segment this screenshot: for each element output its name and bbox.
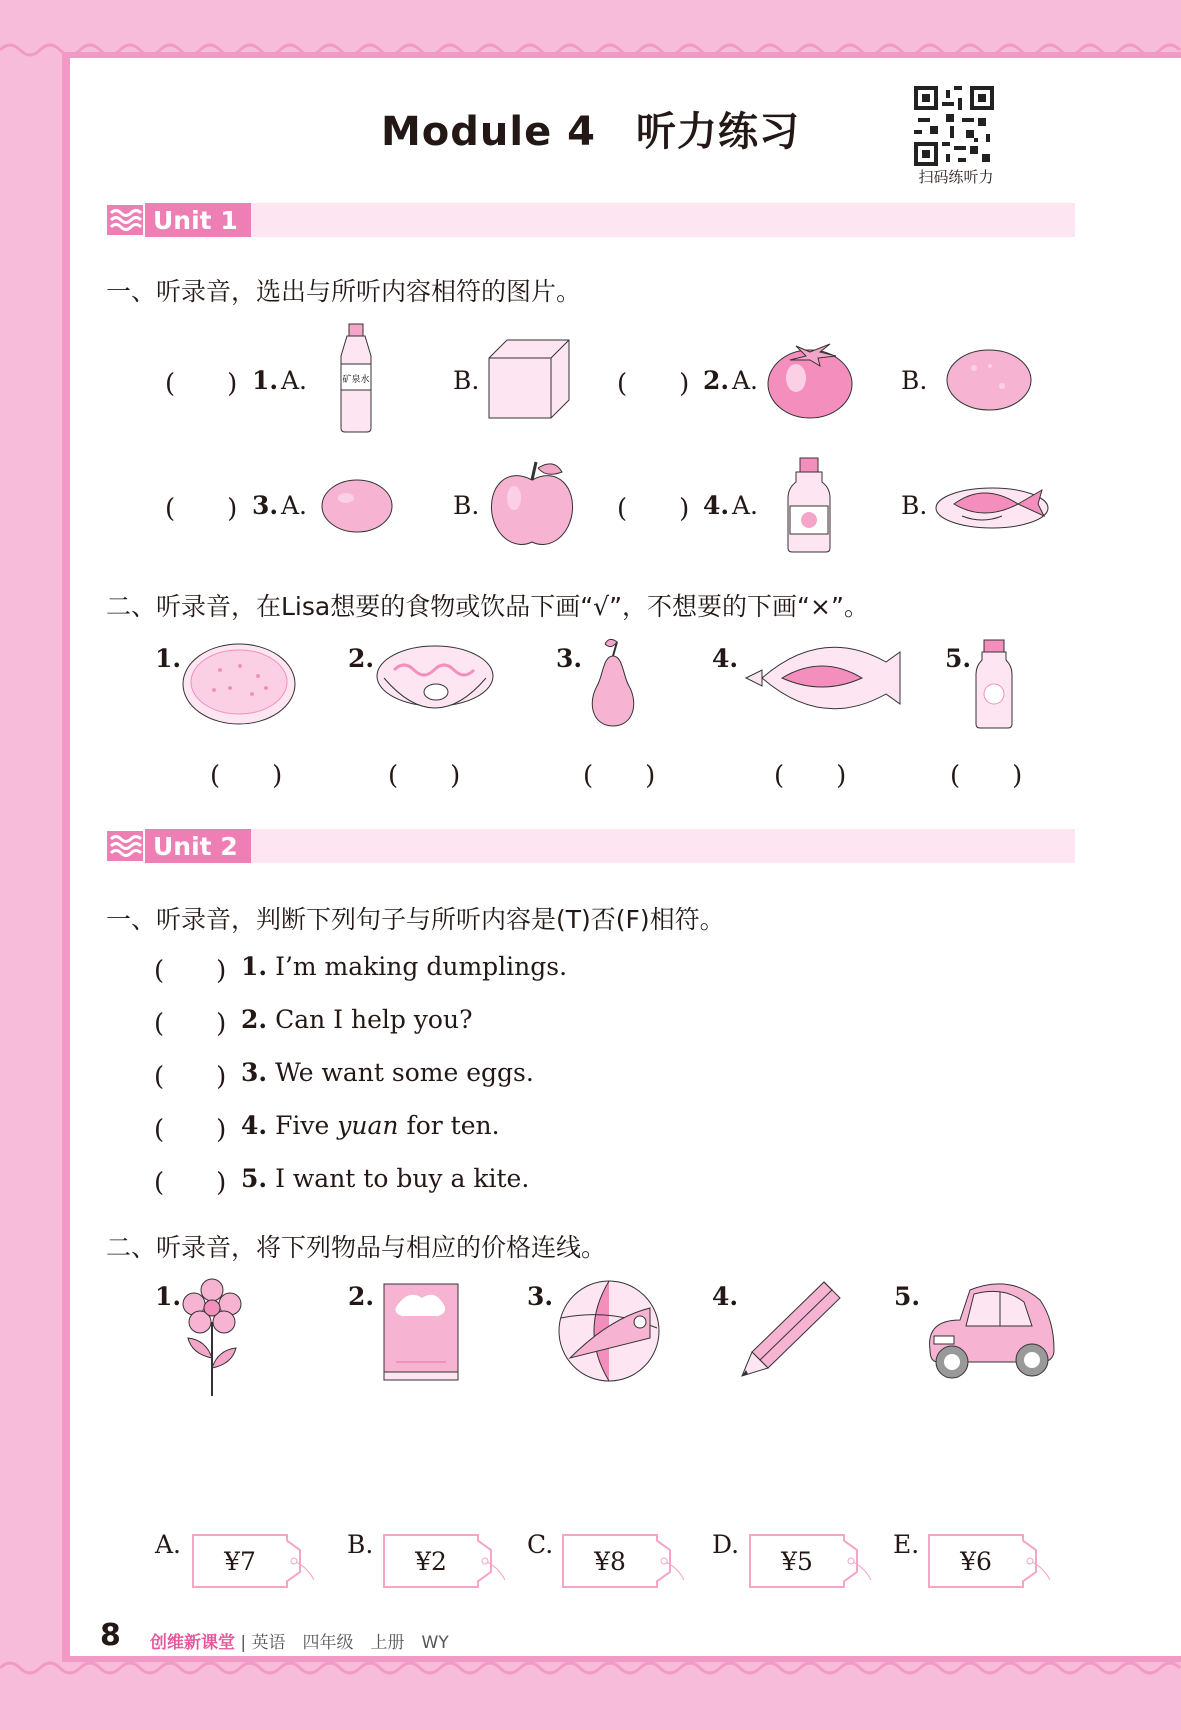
price-tag[interactable] [556, 1528, 686, 1594]
price-tag[interactable] [922, 1528, 1052, 1594]
item-number: 3. [527, 1282, 554, 1311]
price-value: ¥6 [928, 1534, 1024, 1588]
food-number: 5. [945, 644, 972, 673]
item-number: 2. [241, 1005, 268, 1034]
option-a-label: A. [281, 491, 308, 520]
item-text: I’m making dumplings. [275, 952, 568, 981]
notebook-icon[interactable] [380, 1282, 462, 1382]
unit1-bar [105, 203, 1075, 237]
pear-icon[interactable] [583, 636, 643, 728]
answer-blank[interactable]: ( ) [950, 761, 1023, 791]
item-number: 4. [241, 1111, 268, 1140]
tofu-icon[interactable] [485, 336, 573, 420]
price-letter: D. [712, 1530, 740, 1559]
unit1-sec2-heading: 二、听录音，在Lisa想要的食物或饮品下画“√”，不想要的下画“×”。 [106, 592, 869, 621]
price-value: ¥2 [383, 1534, 479, 1588]
answer-blank[interactable]: ( ) [210, 761, 283, 791]
unit2-bar [105, 829, 1075, 863]
unit2-sec1-heading: 一、听录音，判断下列句子与所听内容是(T)否(F)相符。 [106, 905, 725, 934]
item-text-pre: Five [275, 1111, 338, 1140]
unit2-label: Unit 2 [153, 831, 238, 861]
question-number: 1. [252, 366, 279, 395]
price-value: ¥5 [749, 1534, 845, 1588]
answer-blank[interactable]: ( ) [154, 1115, 227, 1145]
unit2-sec2-heading: 二、听录音，将下列物品与相应的价格连线。 [106, 1233, 607, 1262]
price-tag[interactable] [186, 1528, 316, 1594]
food-number: 3. [556, 644, 583, 673]
option-b-label: B. [453, 491, 480, 520]
food-number: 1. [155, 644, 182, 673]
page-number: 8 [100, 1618, 121, 1653]
price-letter: A. [155, 1530, 182, 1559]
water-bottle-icon[interactable] [335, 322, 377, 434]
unit2-tag [105, 829, 251, 863]
rice-bowl-icon[interactable] [180, 640, 298, 730]
title-module: Module 4 [381, 109, 596, 155]
price-value: ¥7 [192, 1534, 288, 1588]
item-number: 3. [241, 1058, 268, 1087]
footer-brand: 创维新课堂 [150, 1633, 235, 1653]
milk-bottle-icon[interactable] [972, 638, 1016, 730]
price-value: ¥8 [562, 1534, 658, 1588]
bottom-wave-border [0, 1658, 1181, 1678]
answer-blank[interactable]: ( ) [774, 761, 847, 791]
item-text: I want to buy a kite. [275, 1164, 530, 1193]
question-number: 2. [703, 366, 730, 395]
footer [150, 1628, 449, 1653]
answer-blank[interactable]: ( ) [165, 369, 238, 399]
tomato-icon[interactable] [766, 338, 854, 420]
pencil-icon[interactable] [738, 1278, 844, 1378]
option-a-label: A. [732, 366, 759, 395]
option-b-label: B. [901, 366, 928, 395]
fish-plate-icon[interactable] [742, 640, 902, 716]
item-text: We want some eggs. [275, 1058, 534, 1087]
item-text: Can I help you? [275, 1005, 473, 1034]
option-a-label: A. [281, 366, 308, 395]
footer-info: 英语 四年级 上册 WY [251, 1633, 449, 1653]
price-letter: E. [893, 1530, 920, 1559]
flower-icon[interactable] [180, 1278, 244, 1398]
qr-caption: 扫码练听力 [918, 168, 994, 186]
wave-icon [105, 203, 145, 237]
item-text-post: for ten. [398, 1111, 500, 1140]
question-number: 4. [703, 491, 730, 520]
potato-icon[interactable] [944, 346, 1034, 414]
price-tag[interactable] [377, 1528, 507, 1594]
answer-blank[interactable]: ( ) [388, 761, 461, 791]
tag-string-icon [477, 1538, 507, 1584]
answer-blank[interactable]: ( ) [154, 956, 227, 986]
footer-sep: | [240, 1633, 247, 1653]
page-title [0, 100, 1181, 157]
wave-icon [105, 829, 145, 863]
food-number: 4. [712, 644, 739, 673]
qr-code-icon[interactable] [914, 86, 994, 166]
noodles-bowl-icon[interactable] [374, 640, 496, 724]
bottle-label: 矿泉水 [342, 375, 370, 385]
tag-string-icon [843, 1538, 873, 1584]
tag-string-icon [1022, 1538, 1052, 1584]
ball-icon[interactable] [556, 1278, 662, 1384]
answer-blank[interactable]: ( ) [583, 761, 656, 791]
answer-blank[interactable]: ( ) [154, 1009, 227, 1039]
answer-blank[interactable]: ( ) [154, 1062, 227, 1092]
answer-blank[interactable]: ( ) [617, 369, 690, 399]
fish-dish-icon[interactable] [932, 476, 1060, 532]
option-b-label: B. [901, 491, 928, 520]
apple-icon[interactable] [486, 458, 578, 550]
item-number: 2. [348, 1282, 375, 1311]
option-b-label: B. [453, 366, 480, 395]
item-number: 4. [712, 1282, 739, 1311]
food-number: 2. [348, 644, 375, 673]
question-number: 3. [252, 491, 279, 520]
option-a-label: A. [732, 491, 759, 520]
toy-car-icon[interactable] [920, 1280, 1058, 1382]
item-number: 1. [155, 1282, 182, 1311]
title-listening: 听力练习 [636, 109, 800, 155]
unit1-sec1-heading: 一、听录音，选出与所听内容相符的图片。 [106, 277, 582, 306]
item-number: 1. [241, 952, 268, 981]
juice-bottle-icon[interactable] [784, 456, 834, 554]
tag-string-icon [656, 1538, 686, 1584]
answer-blank[interactable]: ( ) [165, 494, 238, 524]
egg-icon[interactable] [320, 478, 394, 534]
item-number: 5. [894, 1282, 921, 1311]
answer-blank[interactable]: ( ) [154, 1168, 227, 1198]
unit1-tag [105, 203, 251, 237]
unit1-label: Unit 1 [153, 205, 238, 235]
item-text-italic: yuan [337, 1111, 399, 1140]
tag-string-icon [286, 1538, 316, 1584]
price-tag[interactable] [743, 1528, 873, 1594]
price-letter: B. [347, 1530, 374, 1559]
item-number: 5. [241, 1164, 268, 1193]
answer-blank[interactable]: ( ) [617, 494, 690, 524]
price-letter: C. [527, 1530, 554, 1559]
